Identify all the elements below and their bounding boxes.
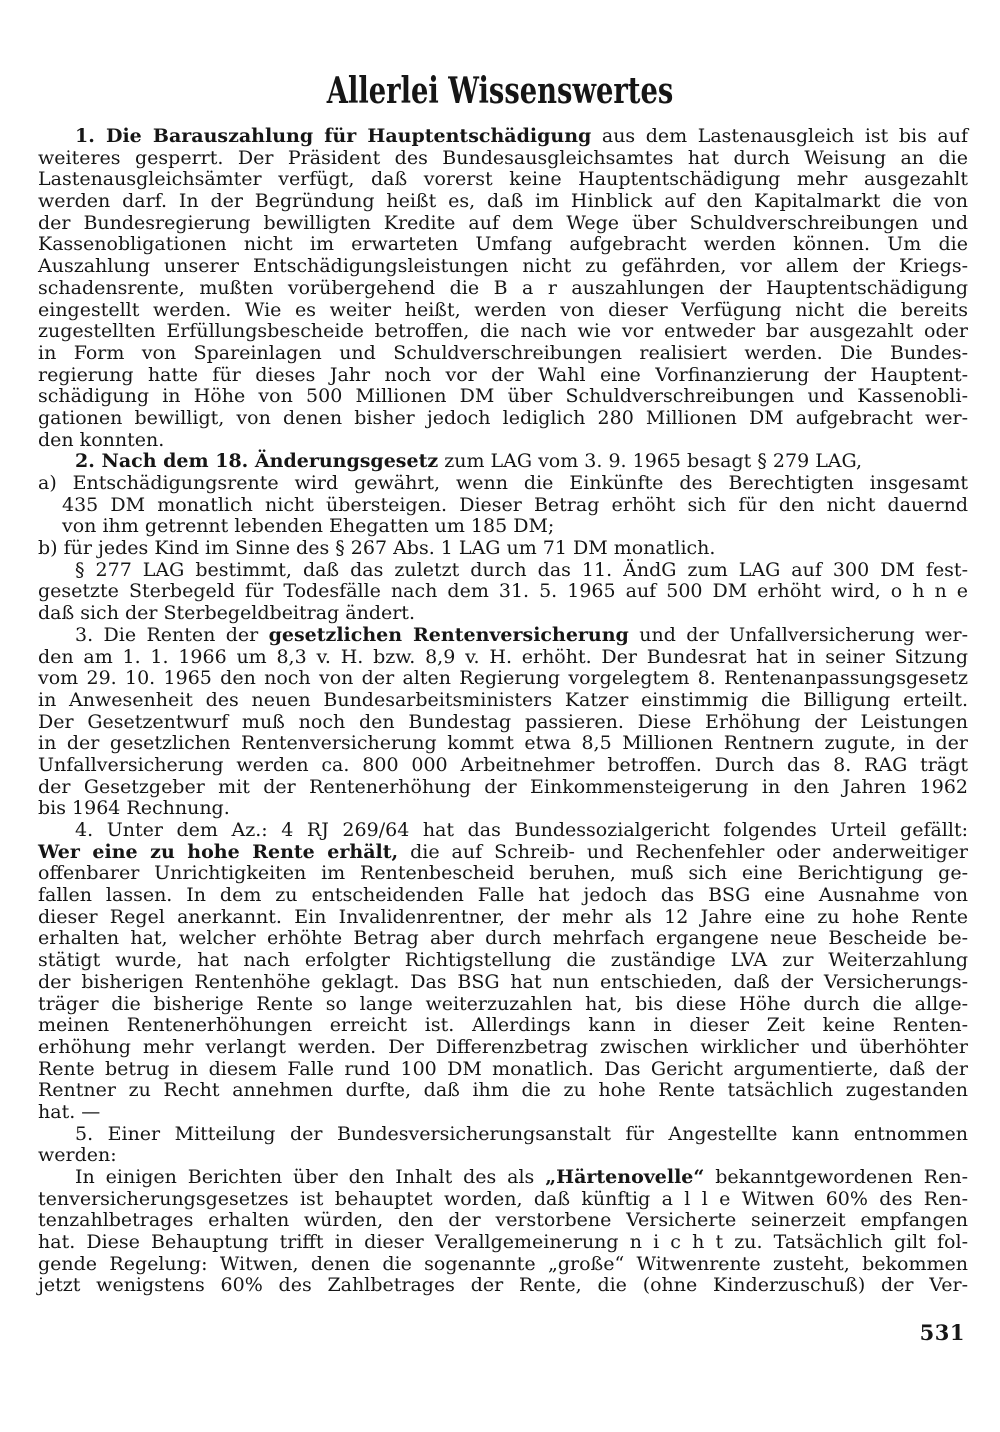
text-line: werden: <box>38 1144 117 1167</box>
text-line: erhalten hat, welcher erhöhte Betrag aber durch mehrfach ergangene neue Bescheide be- <box>38 927 968 950</box>
text-line: tenversicherungsgesetzes ist behauptet worden, daß künftig a l l e Witwen 60% des Ren- <box>38 1187 968 1210</box>
text-line: erhöhung mehr verlangt werden. Der Differenzbetrag zwischen wirklicher und überhöhter <box>38 1035 968 1058</box>
text-line: 435 DM monatlich nicht übersteigen. Dieser Betrag erhöht sich für den nicht dauernd <box>62 493 968 516</box>
text-column <box>38 126 968 1297</box>
text-line: Rentner zu Recht annehmen durfte, daß ihm die zu hohe Rente tatsächlich zugestanden <box>38 1079 968 1102</box>
text-line: träger die bisherige Rente so lange weiterzuzahlen hat, bis diese Höhe durch die allge- <box>38 992 968 1015</box>
page-number: 531 <box>919 1320 965 1345</box>
text-line: vom 29. 10. 1965 den noch von der alten Regierung vorgelegtem 8. Rentenanpassungsgesetz <box>38 667 968 690</box>
text-line: weiteres gesperrt. Der Präsident des Bundesausgleichsamtes hat durch Weisung an die <box>38 146 968 169</box>
text-line: zugestellten Erfüllungsbescheide betroffen, die nach wie vor entweder bar ausgezahlt oder <box>38 320 968 343</box>
text-line: 5. Einer Mitteilung der Bundesversicherungsanstalt für Angestellte kann entnommen <box>75 1122 968 1145</box>
text-line: eingestellt werden. Wie es weiter heißt, werden von dieser Verfügung nicht die bereits <box>38 298 968 321</box>
text-line: b) für jedes Kind im Sinne des § 267 Abs. 1 LAG um 71 DM monatlich. <box>38 537 716 560</box>
text-line: Rente betrug in diesem Falle rund 100 DM monatlich. Das Gericht argumentierte, daß der <box>38 1057 968 1080</box>
page-title: Allerlei Wissenswertes <box>326 70 674 112</box>
text-line: In einigen Berichten über den Inhalt des als „Härtenovelle“ bekanntgewordenen Ren- <box>75 1166 968 1188</box>
text-line: hat. — <box>38 1100 101 1123</box>
text-line: Lastenausgleichsämter verfügt, daß vorerst keine Hauptentschädigung mehr ausgezahlt <box>38 168 968 191</box>
text-line: jetzt wenigstens 60% des Zahlbetrages der Rente, die (ohne Kinderzuschuß) der Ver- <box>38 1274 968 1297</box>
text-line: 2. Nach dem 18. Änderungsgesetz zum LAG vom 3. 9. 1965 besagt § 279 LAG, <box>75 450 863 473</box>
text-line: Auszahlung unserer Entschädigungsleistungen nicht zu gefährden, vor allem der Kriegs- <box>38 255 968 278</box>
text-line: Unfallversicherung werden ca. 800 000 Arbeitnehmer betroffen. Durch das 8. RAG trägt <box>38 753 968 776</box>
text-line: der Bundesregierung bewilligten Kredite auf dem Wege über Schuldverschreibungen und <box>38 211 968 234</box>
text-line: der Gesetzgeber mit der Rentenerhöhung der Einkommensteigerung in den Jahren 1962 <box>38 775 968 798</box>
text-line: dieser Regel anerkannt. Ein Invalidenrentner, der mehr als 12 Jahre eine zu hohe Rente <box>38 905 968 928</box>
text-line: gesetzte Sterbegeld für Todesfälle nach dem 31. 5. 1965 auf 500 DM erhöht wird, o h n e <box>38 580 968 603</box>
text-line: Wer eine zu hohe Rente erhält, die auf Schreib- und Rechenfehler oder anderweitiger <box>38 840 968 863</box>
text-line: den konnten. <box>38 428 165 451</box>
text-line: 3. Die Renten der gesetzlichen Rentenversicherung und der Unfallversicherung wer- <box>75 623 968 646</box>
text-line: in Anwesenheit des neuen Bundesarbeitsministers Katzer einstimmig die Billigung erteilt. <box>38 688 968 711</box>
text-line: tenzahlbetrages erhalten würden, den der verstorbene Versicherte seinerzeit empfangen <box>38 1209 968 1232</box>
text-line: gationen bewilligt, von denen bisher jedoch lediglich 280 Millionen DM aufgebracht wer- <box>38 406 968 429</box>
text-line: meinen Rentenerhöhungen erreicht ist. Allerdings kann in dieser Zeit keine Renten- <box>38 1014 968 1037</box>
text-line: hat. Diese Behauptung trifft in dieser Verallgemeinerung n i c h t zu. Tatsächlich gilt fol- <box>38 1231 968 1254</box>
text-line: in der gesetzlichen Rentenversicherung kommt etwa 8,5 Millionen Rentnern zugute, in der <box>38 732 968 755</box>
text-line: von ihm getrennt lebenden Ehegatten um 185 DM; <box>62 515 555 538</box>
text-line: § 277 LAG bestimmt, daß das zuletzt durch das 11. ÄndG zum LAG auf 300 DM fest- <box>75 558 968 581</box>
text-line: Der Gesetzentwurf muß noch den Bundestag passieren. Diese Erhöhung der Leistungen <box>38 710 968 733</box>
text-line: a) Entschädigungsrente wird gewährt, wenn die Einkünfte des Berechtigten insgesamt <box>38 472 968 494</box>
text-line: der bisherigen Rentenhöhe geklagt. Das BSG hat nun entschieden, daß der Versicherungs- <box>38 970 968 993</box>
text-line: stätigt wurde, hat nach erfolgter Richtigstellung die zuständige LVA zur Weiterzahlung <box>38 949 968 972</box>
text-line: schädigung in Höhe von 500 Millionen DM über Schuldverschreibungen und Kassenobli- <box>38 385 968 408</box>
text-line: in Form von Spareinlagen und Schuldverschreibungen realisiert werden. Die Bundes- <box>38 341 968 364</box>
text-line: bis 1964 Rechnung. <box>38 797 230 820</box>
text-line: regierung hatte für dieses Jahr noch vor der Wahl eine Vorfinanzierung der Hauptent- <box>38 363 968 386</box>
text-line: daß sich der Sterbegeldbeitrag ändert. <box>38 602 415 625</box>
text-line: Kassenobligationen nicht im erwarteten Umfang aufgebracht werden können. Um die <box>38 233 968 256</box>
text-line: 4. Unter dem Az.: 4 RJ 269/64 hat das Bundessozialgericht folgendes Urteil gefällt: <box>75 819 968 841</box>
text-line: gende Regelung: Witwen, denen die sogenannte „große“ Witwenrente zusteht, bekommen <box>38 1252 968 1275</box>
text-line: fallen lassen. In dem zu entscheidenden Falle hat jedoch das BSG eine Ausnahme von <box>38 884 968 907</box>
text-line: offenbarer Unrichtigkeiten im Rentenbescheid beruhen, muß sich eine Berichtigung ge- <box>38 862 968 885</box>
text-line: den am 1. 1. 1966 um 8,3 v. H. bzw. 8,9 v. H. erhöht. Der Bundesrat hat in seiner Sitzung <box>38 645 968 668</box>
text-line: 1. Die Barauszahlung für Hauptentschädigung aus dem Lastenausgleich ist bis auf <box>75 125 969 147</box>
text-line: werden darf. In der Begründung heißt es, daß im Hinblick auf den Kapitalmarkt die von <box>38 190 968 213</box>
text-line: schadensrente, mußten vorübergehend die B a r auszahlungen der Hauptentschädigung <box>38 276 968 299</box>
